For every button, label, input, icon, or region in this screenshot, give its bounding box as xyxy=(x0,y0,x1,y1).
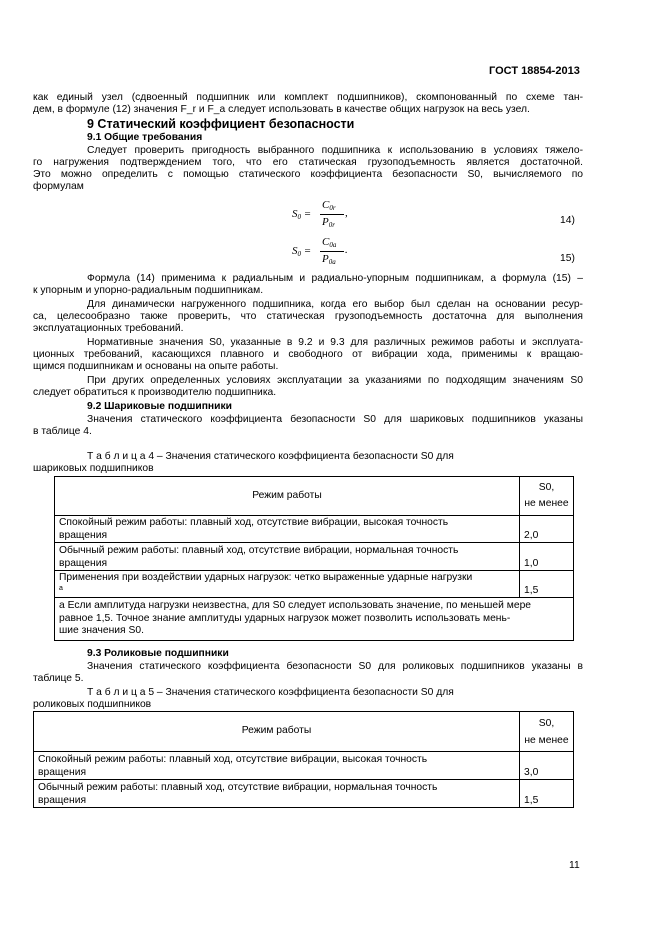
section-9-title: 9 Статический коэффициент безопасности xyxy=(87,117,355,131)
formula-note-line-1: Формула (14) применима к радиальным и радиально-упорным подшипникам, а формула (15) – xyxy=(87,273,583,284)
p91-line-4: формулам xyxy=(33,181,84,192)
table-5-caption-2: роликовых подшипников xyxy=(33,699,152,710)
intro-line-2: дем, в формуле (12) значения F_r и F_a следует использовать в качестве общих нагрузок на весь узел. xyxy=(33,104,530,115)
p91-line-1: Следует проверить пригодность выбранного подшипника к использованию в условиях тяжело- xyxy=(87,145,583,156)
table-4-row-3-mode: Применения при воздействии ударных нагрузок: четко выраженные ударные нагрузки $^а$ xyxy=(55,571,520,598)
table-4 xyxy=(54,476,574,641)
table-4-footnote: а Если амплитуда нагрузки неизвестна, для S0 следует использовать значение, по меньшей мере равное 1,5. Точное знание амплитуды ударных нагрузок может позволить использовать мень- шие значения S0. xyxy=(55,598,574,641)
section-9-2-text-1: Значения статического коэффициента безопасности S0 для шариковых подшипников указаны xyxy=(87,414,583,425)
other-line-1: При других определенных условиях эксплуатации за указаниями по подходящим значениям S0 xyxy=(87,375,583,386)
table-4-row-3-value: 1,5 xyxy=(520,571,574,598)
p91-line-3: Это можно определить с помощью статического коэффициента безопасности S0, вычисляемого по xyxy=(33,169,583,180)
table-row xyxy=(55,543,574,571)
table-5-header-mode: Режим работы xyxy=(34,712,520,752)
section-9-3-title: 9.3 Роликовые подшипники xyxy=(87,648,229,659)
table-4-footnote-row xyxy=(55,598,574,641)
table-5-row-2-value: 1,5 xyxy=(520,780,574,808)
table-5-row-1-mode: Спокойный режим работы: плавный ход, отсутствие вибрации, высокая точность вращения xyxy=(34,752,520,780)
table-4-caption-1: Т а б л и ц а 4 – Значения статического коэффициента безопасности S0 для xyxy=(87,451,454,462)
table-row xyxy=(55,571,574,598)
table-4-caption-2: шариковых подшипников xyxy=(33,463,154,474)
formula-15-lhs: S xyxy=(292,245,298,257)
formula-15: $S_0$ = $C_{0a}$ $P_{0a}$ . xyxy=(292,236,348,266)
section-9-2-text-2: в таблице 4. xyxy=(33,426,92,437)
section-9-2-title: 9.2 Шариковые подшипники xyxy=(87,401,232,412)
table-4-row-2-value: 1,0 xyxy=(520,543,574,571)
normative-line-3: щимся подшипникам и основаны на опыте работы. xyxy=(33,361,279,372)
formula-15-number: 15) xyxy=(560,253,575,264)
formula-note-line-2: к упорным и упорно-радиальным подшипникам. xyxy=(33,285,264,296)
p91-line-2: го нагружения подтверждением того, что его статическая грузоподъемность является достаточной. xyxy=(33,157,583,168)
dynamic-line-1: Для динамически нагруженного подшипника, когда его выбор был сделан на основании ресур- xyxy=(87,299,583,310)
page-number: 11 xyxy=(569,860,580,871)
table-4-row-2-mode: Обычный режим работы: плавный ход, отсутствие вибрации, нормальная точность вращения xyxy=(55,543,520,571)
table-5-header-s0: S0, не менее xyxy=(520,712,574,752)
formula-14-lhs: S xyxy=(292,208,298,220)
formula-14-number: 14) xyxy=(560,215,575,226)
table-row xyxy=(34,752,574,780)
table-4-row-1-value: 2,0 xyxy=(520,516,574,543)
table-5-row-2-mode: Обычный режим работы: плавный ход, отсутствие вибрации, нормальная точность вращения xyxy=(34,780,520,808)
normative-line-2: ционных требований, касающихся плавного и свободного от вибрации хода, применимы к вращаю- xyxy=(33,349,583,360)
table-5 xyxy=(33,711,574,808)
table-row xyxy=(55,516,574,543)
formula-14: $S_0$ = $C_{0r}$ $P_{0r}$ , xyxy=(292,199,348,229)
table-row xyxy=(34,780,574,808)
table-5-caption-1: Т а б л и ц а 5 – Значения статического коэффициента безопасности S0 для xyxy=(87,687,454,698)
dynamic-line-3: эксплуатационных требований. xyxy=(33,323,184,334)
section-9-3-text-1: Значения статического коэффициента безопасности S0 для роликовых подшипников указаны в xyxy=(87,661,583,672)
table-4-row-1-mode: Спокойный режим работы: плавный ход, отсутствие вибрации, высокая точность вращения xyxy=(55,516,520,543)
intro-line-1: как единый узел (сдвоенный подшипник или комплект подшипников), скомпонованный по схеме тан- xyxy=(33,92,583,103)
other-line-2: следует обратиться к производителю подшипника. xyxy=(33,387,277,398)
dynamic-line-2: са, целесообразно также проверить, что статическая грузоподъемность достаточна для выполнения xyxy=(33,311,583,322)
section-9-1-title: 9.1 Общие требования xyxy=(87,132,203,143)
document-code: ГОСТ 18854-2013 xyxy=(489,65,580,77)
table-4-header-s0: S0, не менее xyxy=(520,477,574,516)
table-5-row-1-value: 3,0 xyxy=(520,752,574,780)
fraction-bar xyxy=(320,251,344,252)
table-4-header-mode: Режим работы xyxy=(55,477,520,516)
section-9-3-text-2: таблице 5. xyxy=(33,673,84,684)
normative-line-1: Нормативные значения S0, указанные в 9.2 и 9.3 для различных режимов работы и эксплуата- xyxy=(87,337,583,348)
fraction-bar xyxy=(320,214,344,215)
